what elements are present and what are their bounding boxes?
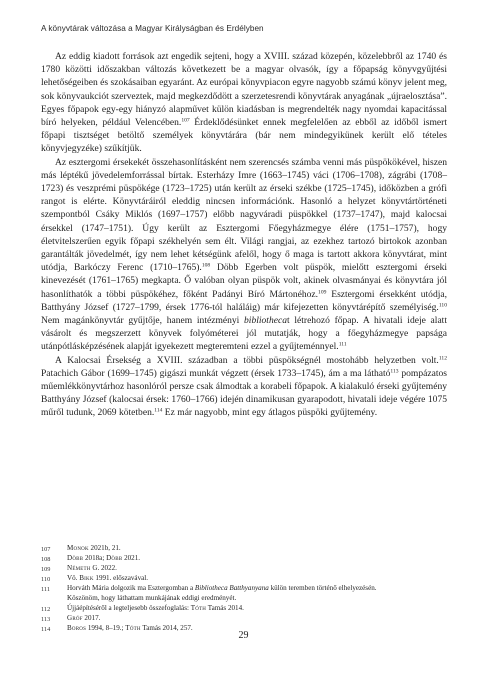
footnote-number: 111: [41, 585, 50, 593]
text-run: 2018a;: [83, 554, 107, 563]
footnote-number: 114: [41, 625, 51, 633]
text-run: Érdeklődésünket ennek megfelelően az ebből az időből ismert főpapi tisztséget betöltő személyek könyvtárára (bár nem mindegyikünek került elő tételes könyvjegyzéke) szűkítjük.: [41, 117, 447, 155]
author-name: Döbb: [106, 554, 123, 563]
text-run: Az esztergomi érsekekét összehasonlításként nem szerencsés számba venni más püspökökével, hiszen más léptékű jövedelemforrással bírtak. Esterházy Imre (1663–1745) váci (1706–1708), zágrábi (1708–1723) és veszprémi püspökége (1723–1725) után került az érseki székbe (1725–1745), időközben a grófi rangot is elérte. Könyvtáráiról eleddig nincsen információnk. Hasonló a helyzet könyvtártörténeti szempontból Csáky Miklós (1697–1757) előbb nagyváradi püspökkel (1737–1747), majd kalocsai érsekkel (1747–1751). Úgy került az Esztergomi Főegyházmegye élére (1751–1757), hogy életvitelszerűen egyik főpapi székhelyén sem élt. Világi rangjai, az ezekhez tartozó birtokok azonban garantálták jövedelmét, így nem lehet kétségünk afelől, hogy ő maga is tartott akkora könyvtárat, mint utódja, Barkóczy Ferenc (1710–1765).: [41, 156, 447, 274]
footnote-number: 108: [41, 555, 51, 563]
footnotes: [41, 544, 447, 634]
page-number: 29: [238, 630, 249, 641]
footnote-ref: 114: [154, 407, 163, 414]
text-run: 2021b, 21.: [88, 544, 121, 552]
text-run: Horváth Mária dolgozik ma Esztergomban a: [67, 584, 195, 593]
text-run: 1991. előszavával.: [93, 574, 149, 583]
footnote-ref: 111: [338, 341, 347, 348]
footnote-108: [41, 554, 447, 564]
author-name: Boros: [67, 624, 87, 633]
author-name: Németh: [67, 564, 91, 573]
text-run: 2017.: [82, 614, 101, 623]
footnote-text: [67, 544, 447, 554]
footnote-text: [67, 584, 447, 594]
paragraph-3: [41, 354, 447, 420]
text-run: Ez már nagyobb, mint egy átlagos püspöki gyűjtemény.: [162, 407, 378, 419]
footnote-text: [67, 604, 447, 614]
author-name: Tóth: [190, 604, 207, 613]
text-run: G. 2022.: [90, 564, 117, 573]
text-run: pompázatos műemlékkönyvtárhoz hasonlóról persze csak álmodtak a korabeli főpapok. A kialakuló érseki gyűjtemény Batthyány József (kalocsai érsek: 1760–1766) idején dinamikusan gyarapodott, hivatali ideje végére 1075 műről tudunk, 2069 kötetben.: [41, 367, 447, 419]
footnote-113: [41, 614, 447, 624]
text-run: Patachich Gábor (1699–1745) gigászi munkát végzett (érsek 1733–1745), ám a ma látható: [41, 367, 391, 379]
footnote-ref: 109: [318, 289, 327, 296]
text-run: Tamás 2014.: [206, 604, 244, 613]
footnote-number: 110: [41, 575, 51, 583]
footnote-number: 112: [41, 605, 51, 613]
text-run: Az eddig kiadott források azt engedik sejteni, hogy a XVIII. század közepén, közelebbről az 1740 és 1780 közötti időszakban változás következett be a magyar olvasók, így a főpapság könyvgyűjtési lehetőségeiben és szokásaiban egyaránt. Az európai könyvpiacon egyre nagyobb számú könyv jelent meg, sok könyvaukciót szerveztek, majd megkezdődött a szerzetesrendi könyvtárak anyagának „újraelosztása”. Egyes főpapok egy-egy hiányzó alapművet külön kiadásban is megrendelték nagy nyomdai kapacitással bíró helyeken, például Velencében.: [41, 51, 447, 129]
footnote-110: [41, 574, 447, 584]
footnote-109: [41, 564, 447, 574]
italic-text: bibliotheca: [244, 315, 287, 327]
footnote-ref: 110: [438, 302, 447, 309]
footnote-number: 107: [41, 545, 51, 553]
paragraph-2: [41, 156, 447, 354]
footnote-ref: 112: [438, 355, 447, 362]
footnote-continuation: Köszönöm, hogy láthattam munkájának eddigi eredményét.: [67, 594, 237, 603]
running-head: A könyvtárak változása a Magyar Királyságban és Erdélyben: [41, 24, 264, 33]
text-run: Döbb Egerben volt püspök, mielőtt esztergomi érseki kinevezését (1761–1765) megkapta. Ő valóban olyan püspök volt, akinek olvasmányai és könyvtára jól hasonlíthatók a többi püspökéhez, főként Padányi Bíró Mártonéhoz.: [41, 262, 448, 300]
text-run: Újjáépítéséről a legteljesebb összefoglalás:: [67, 604, 191, 613]
text-run: t létrehozó főpap. A hivatali ideje alatt vásárolt és megszerzett könyvek folyóméterei jól mutatják, hogy a főegyházmegye papsága utánpótlásképzésének alapját igyekezett megteremteni ezzel a gyűjteménnyel.: [41, 315, 447, 353]
text-run: A Kalocsai Érsekség a XVIII. században a többi püspökségnél mostohább helyzetben volt.: [55, 354, 439, 366]
author-name: Gróf: [67, 614, 83, 623]
body-text: [41, 50, 447, 420]
footnote-text: [67, 614, 447, 624]
author-name: Tóth: [125, 624, 141, 633]
footnote-107: [41, 544, 447, 554]
paragraph-1: [41, 50, 447, 156]
text-run: Vö.: [67, 574, 80, 583]
footnote-111: [41, 584, 447, 594]
text-run: 2021.: [122, 554, 141, 563]
text-run: Tamás 2014, 257.: [140, 624, 193, 633]
footnote-text: [67, 554, 447, 564]
text-run: Nem magánkönyvtár gyűjtője, hanem intézményi: [41, 315, 245, 327]
text-run: Esztergomi érsekként utódja, Batthyány József (1727–1799, érsek 1776-tól haláláig) már kifejezetten könyvtárépítő személyiség.: [41, 288, 447, 313]
footnote-number: 109: [41, 565, 51, 573]
text-run: külön teremben történő elhelyezésén.: [268, 584, 377, 593]
footnote-ref: 113: [390, 368, 399, 375]
author-name: Monok: [67, 544, 89, 552]
footnote-ref: 108: [201, 262, 211, 269]
italic-text: Bibliotheca Batthyanyana: [194, 584, 269, 593]
footnote-ref: 107: [181, 117, 190, 124]
footnote-text: [67, 564, 447, 574]
text-run: 1994, 8–19.;: [86, 624, 126, 633]
footnote-112: [41, 604, 447, 614]
footnote-text: [67, 574, 447, 584]
footnote-number: 113: [41, 615, 51, 623]
author-name: Bikk: [79, 574, 94, 583]
author-name: Döbb: [67, 554, 84, 563]
